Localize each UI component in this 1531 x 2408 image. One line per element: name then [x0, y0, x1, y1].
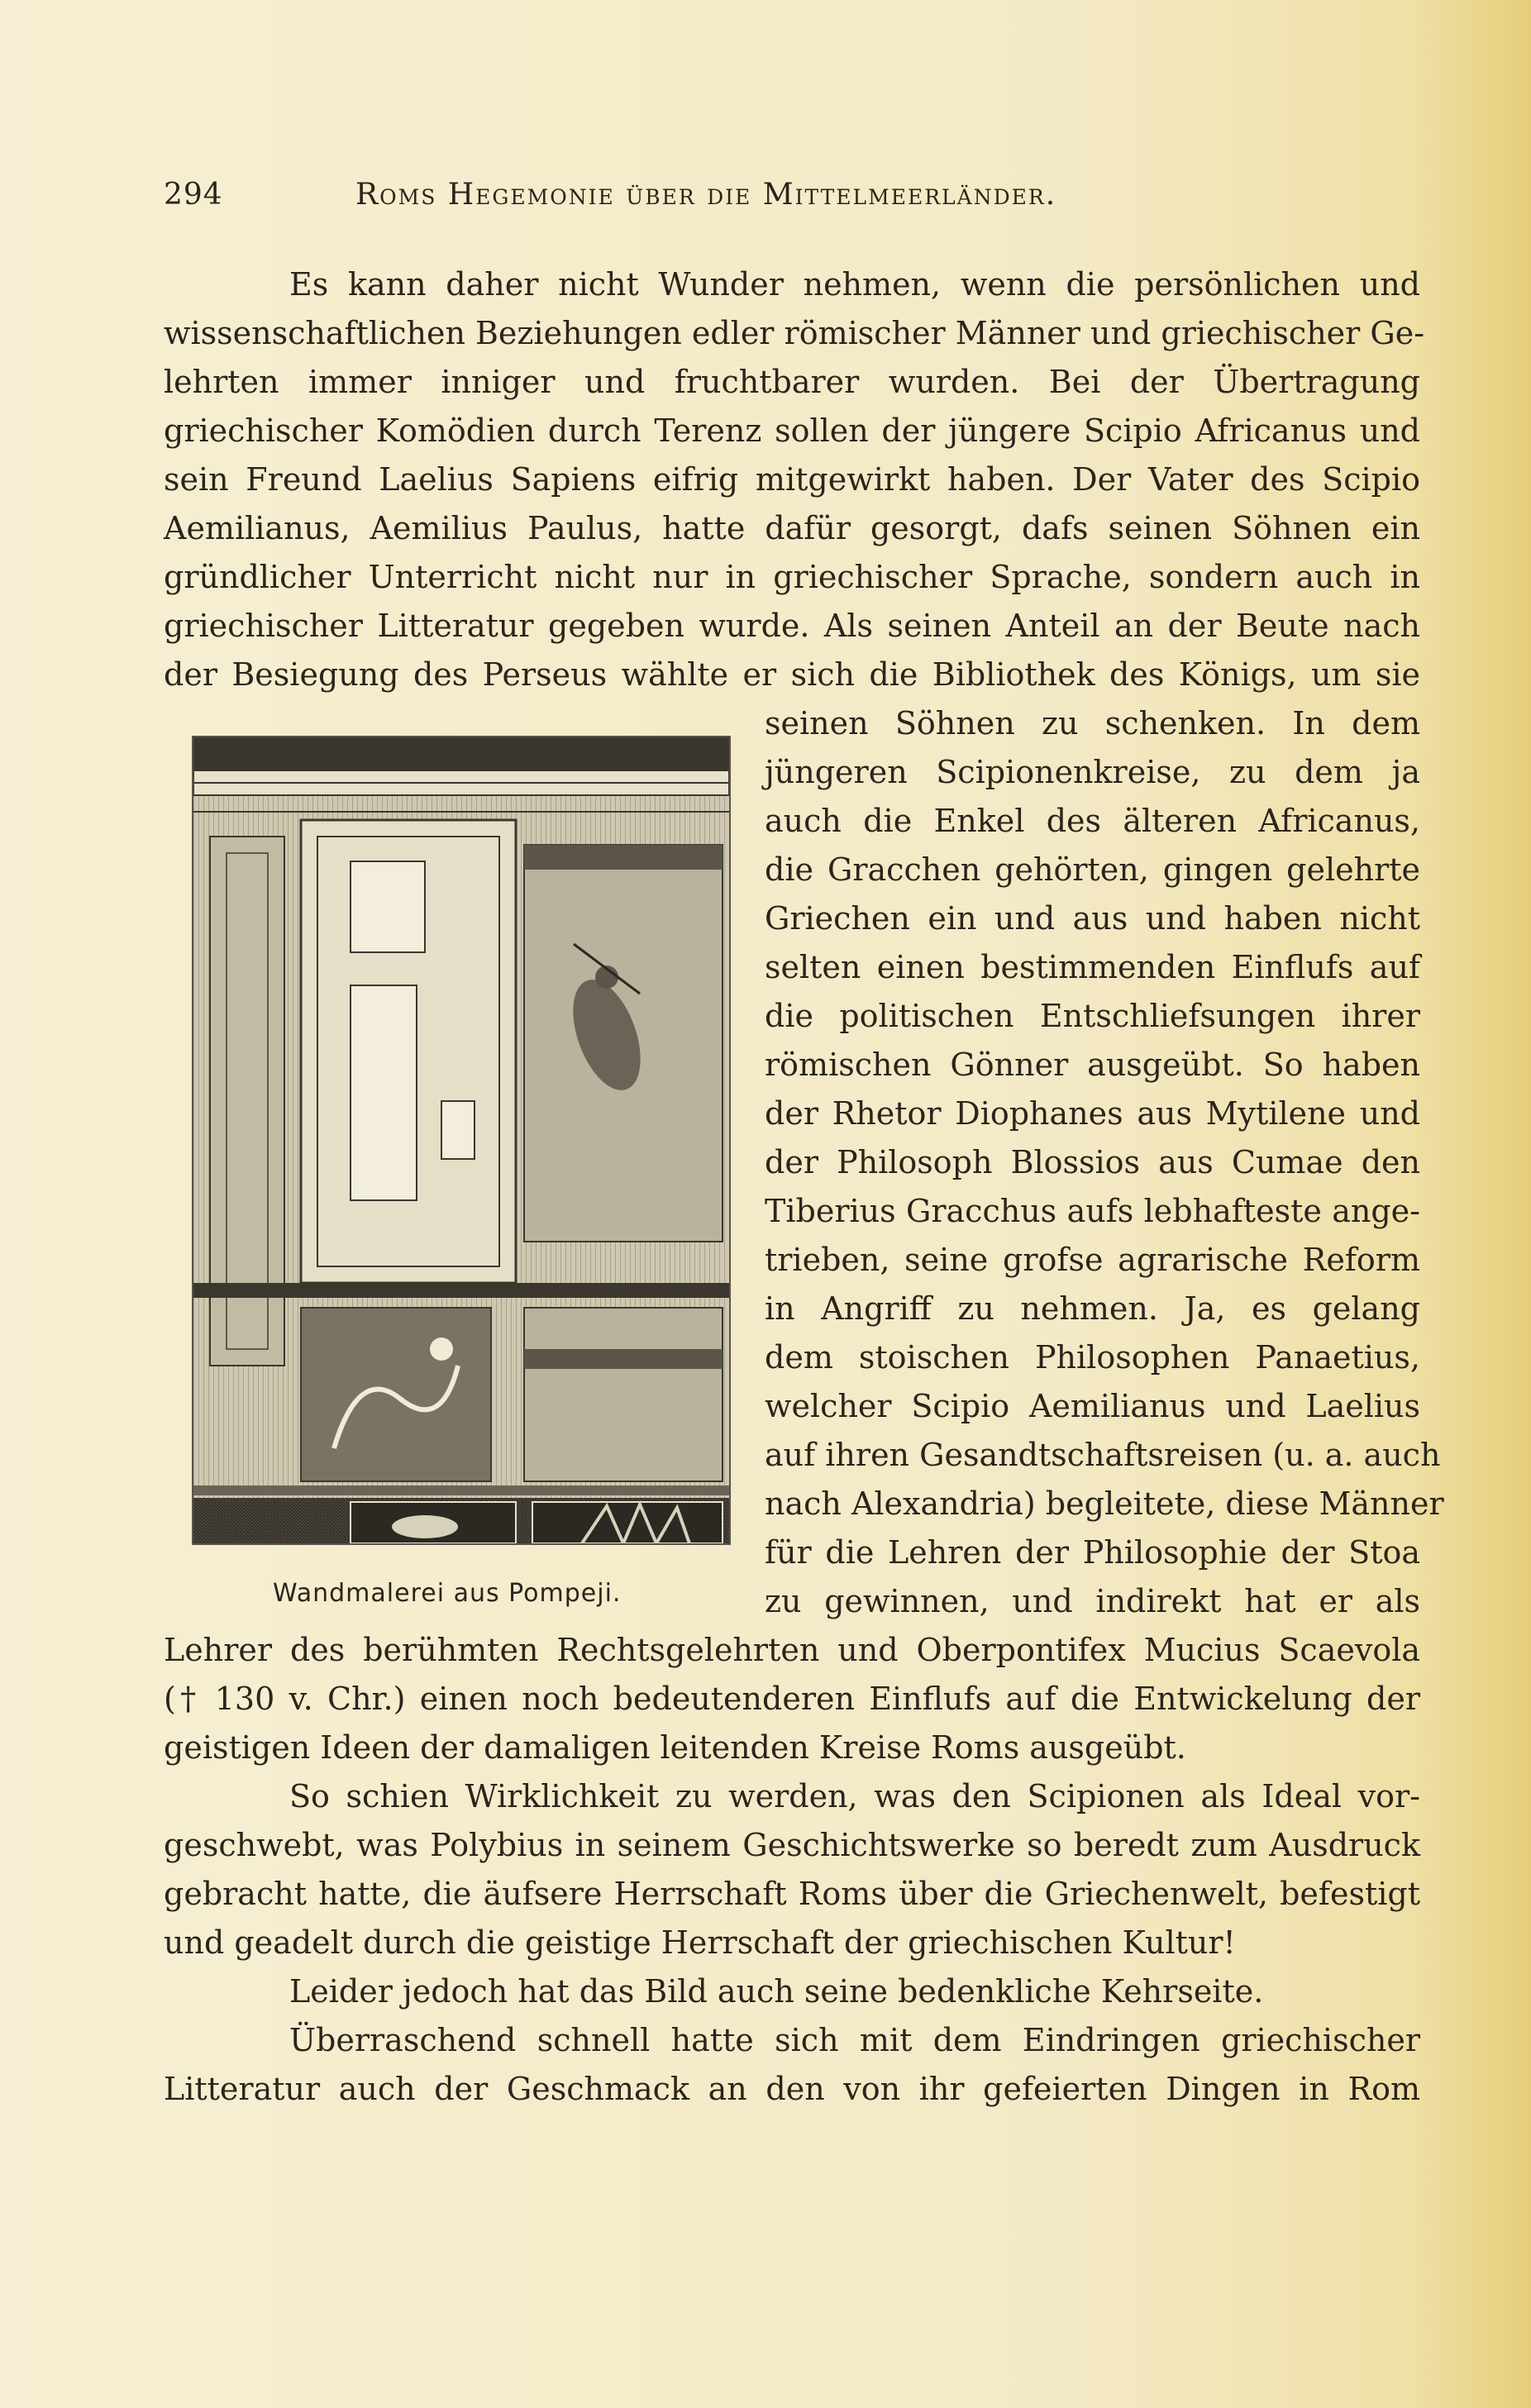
text-line: Litteratur auch der Geschmack an den von ihr gefeierten Dingen in Rom — [164, 2071, 1420, 2107]
text-line: lehrten immer inniger und fruchtbarer wurden. Bei der Übertragung — [164, 364, 1420, 400]
text-line: auch die Enkel des älteren Africanus, — [765, 803, 1420, 839]
text-line: gebracht hatte, die äufsere Herrschaft Roms über die Griechenwelt, befestigt — [164, 1876, 1420, 1912]
text-line: wissenschaftlichen Beziehungen edler römischer Männer und griechischer Ge- — [164, 315, 1425, 351]
text-line: geistigen Ideen der damaligen leitenden Kreise Roms ausgeübt. — [164, 1729, 1186, 1766]
text-line: auf ihren Gesandtschaftsreisen (u. a. auch — [765, 1437, 1441, 1473]
text-line: († 130 v. Chr.) einen noch bedeutenderen Einflufs auf die Entwickelung der — [164, 1681, 1420, 1717]
text-line: trieben, seine grofse agrarische Reform — [765, 1242, 1420, 1278]
text-line: Überraschend schnell hatte sich mit dem Eindringen griechischer — [289, 2022, 1420, 2058]
text-line: geschwebt, was Polybius in seinem Geschichtswerke so beredt zum Ausdruck — [164, 1827, 1420, 1863]
text-line: römischen Gönner ausgeübt. So haben — [765, 1047, 1420, 1083]
text-line: griechischer Komödien durch Terenz sollen der jüngere Scipio Africanus und — [164, 412, 1420, 449]
running-title: Roms Hegemonie über die Mittelmeerländer. — [355, 178, 1057, 212]
text-line: und geadelt durch die geistige Herrschaft der griechischen Kultur! — [164, 1924, 1236, 1961]
text-line: selten einen bestimmenden Einflufs auf — [765, 949, 1420, 985]
text-line: Tiberius Gracchus aufs lebhafteste ange- — [765, 1193, 1420, 1229]
text-line: welcher Scipio Aemilianus und Laelius — [765, 1388, 1420, 1424]
text-line: nach Alexandria) begleitete, diese Männer — [765, 1485, 1444, 1522]
text-line: der Philosoph Blossios aus Cumae den — [765, 1144, 1420, 1180]
cornice — [193, 737, 729, 770]
text-line: griechischer Litteratur gegeben wurde. Als seinen Anteil an der Beute nach — [164, 608, 1420, 644]
wall-painting-illustration — [193, 737, 729, 1543]
page-number: 294 — [164, 178, 223, 212]
text-line: der Besiegung des Perseus wählte er sich die Bibliothek des Königs, um sie — [164, 656, 1420, 693]
wall-painting-figure — [192, 736, 731, 1545]
text-line: seinen Söhnen zu schenken. In dem — [765, 705, 1420, 741]
text-line: So schien Wirklichkeit zu werden, was den Scipionen als Ideal vor- — [289, 1778, 1420, 1814]
text-line: jüngeren Scipionenkreise, zu dem ja — [765, 754, 1420, 790]
text-line: zu gewinnen, und indirekt hat er als — [765, 1583, 1420, 1619]
text-line: Griechen ein und aus und haben nicht — [765, 900, 1420, 937]
engraver-signature: A. Cohn X. A. — [235, 1531, 289, 1540]
figure-caption: Wandmalerei aus Pompeji. — [273, 1579, 622, 1608]
text-line: gründlicher Unterricht nicht nur in griechischer Sprache, sondern auch in — [164, 559, 1420, 595]
text-line: in Angriff zu nehmen. Ja, es gelang — [765, 1290, 1420, 1327]
text-line: Leider jedoch hat das Bild auch seine bedenkliche Kehrseite. — [289, 1973, 1264, 2010]
text-line: Lehrer des berühmten Rechtsgelehrten und Oberpontifex Mucius Scaevola — [164, 1632, 1420, 1668]
text-line: sein Freund Laelius Sapiens eifrig mitgewirkt haben. Der Vater des Scipio — [164, 461, 1420, 498]
text-line: Es kann daher nicht Wunder nehmen, wenn die persönlichen und — [289, 266, 1420, 303]
text-line: Aemilianus, Aemilius Paulus, hatte dafür gesorgt, dafs seinen Söhnen ein — [164, 510, 1420, 546]
text-line: für die Lehren der Philosophie der Stoa — [765, 1534, 1420, 1571]
text-line: die Gracchen gehörten, gingen gelehrte — [765, 851, 1420, 888]
text-line: der Rhetor Diophanes aus Mytilene und — [765, 1095, 1420, 1132]
text-line: dem stoischen Philosophen Panaetius, — [765, 1339, 1420, 1376]
text-line: die politischen Entschliefsungen ihrer — [765, 998, 1420, 1034]
